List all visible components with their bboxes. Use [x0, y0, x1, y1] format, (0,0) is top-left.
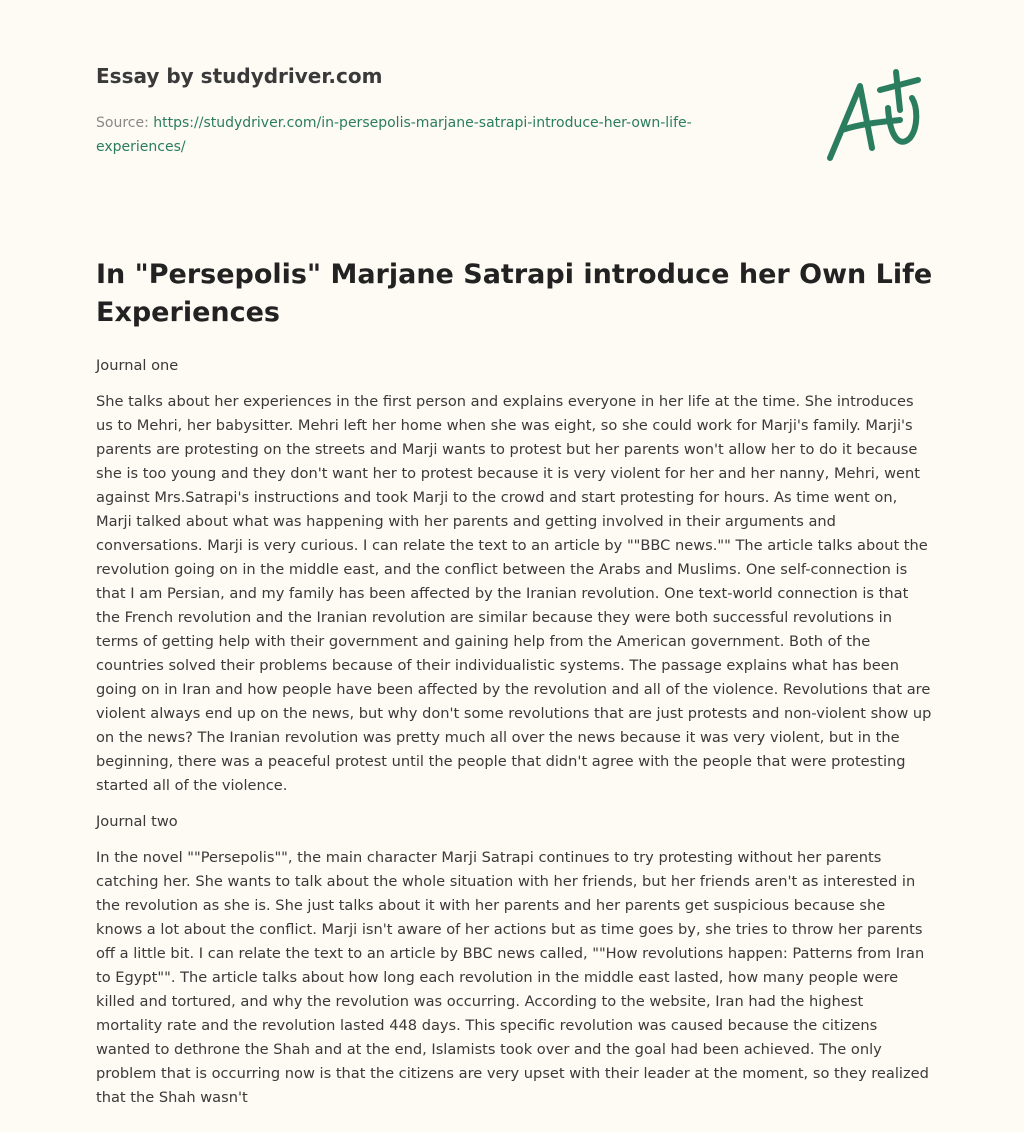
section-paragraph: She talks about her experiences in the first person and explains everyone in her life at the time. She introduces us to Mehri, her babysitter. Mehri left her home when she was eight, so she could work for Marji's family. Marji's parents are protesting on the streets and Marji wants to protest but her parents won't allow her to do it because she is too young and they don't want her to protest because it is very violent for her and her nanny, Mehri, went against Mrs.Satrapi's instructions and took Marji to the crowd and start protesting for hours. As time went on, Marji talked about what was happening with her parents and getting involved in their arguments and conversations. Marji is very curious. I can relate the text to an article by ""BBC news."" The article talks about the revolution going on in the middle east, and the conflict between the Arabs and Muslims. One self-connection is that I am Persian, and my family has been affected by the Iranian revolution. One text-world connection is that the French revolution and the Iranian revolution are similar because they were both successful revolutions in terms of getting help with their government and gaining help from the American government. Both of the countries solved their problems because of their individualistic systems. The passage explains what has been going on in Iran and how people have been affected by the revolution and all of the violence. Revolutions that are violent always end up on the news, but why don't some revolutions that are just protests and non-violent show up on the news? The Iranian revolution was pretty much all over the news because it was very violent, but in the beginning, there was a peaceful protest until the people that didn't agree with the people that were protesting started all of the violence. [96, 393, 932, 794]
site-title: Essay by studydriver.com [96, 64, 383, 88]
article-body [96, 354, 932, 1122]
article-title: In "Persepolis" Marjane Satrapi introduce her Own Life Experiences [96, 259, 933, 328]
section-paragraph: In the novel ""Persepolis"", the main character Marji Satrapi continues to try protesting without her parents catching her. She wants to talk about the whole situation with her friends, but her friends aren't as interested in the revolution as she is. She just talks about it with her parents and her parents get suspicious because she knows a lot about the conflict. Marji isn't aware of her actions but as time goes by, she tries to throw her parents off a little bit. I can relate the text to an article by BBC news called, ""How revolutions happen: Patterns from Iran to Egypt"". The article talks about how long each revolution in the middle east lasted, how many people were killed and tortured, and why the revolution was occurring. According to the website, Iran had the highest mortality rate and the revolution lasted 448 days. This specific revolution was caused because the citizens wanted to dethrone the Shah and at the end, Islamists took over and the goal had been achieved. The only problem that is occurring now is that the citizens are very upset with their leader at the moment, so they realized that the Shah wasn't [96, 849, 929, 1106]
source-label: Source: [96, 115, 149, 131]
section-heading: Journal one [96, 357, 179, 374]
section-heading: Journal two [96, 813, 178, 830]
source-line [96, 111, 776, 159]
a-plus-logo-icon [820, 68, 930, 168]
source-link[interactable]: https://studydriver.com/in-persepolis-marjane-satrapi-introduce-her-own-life-experiences/ [96, 115, 692, 155]
